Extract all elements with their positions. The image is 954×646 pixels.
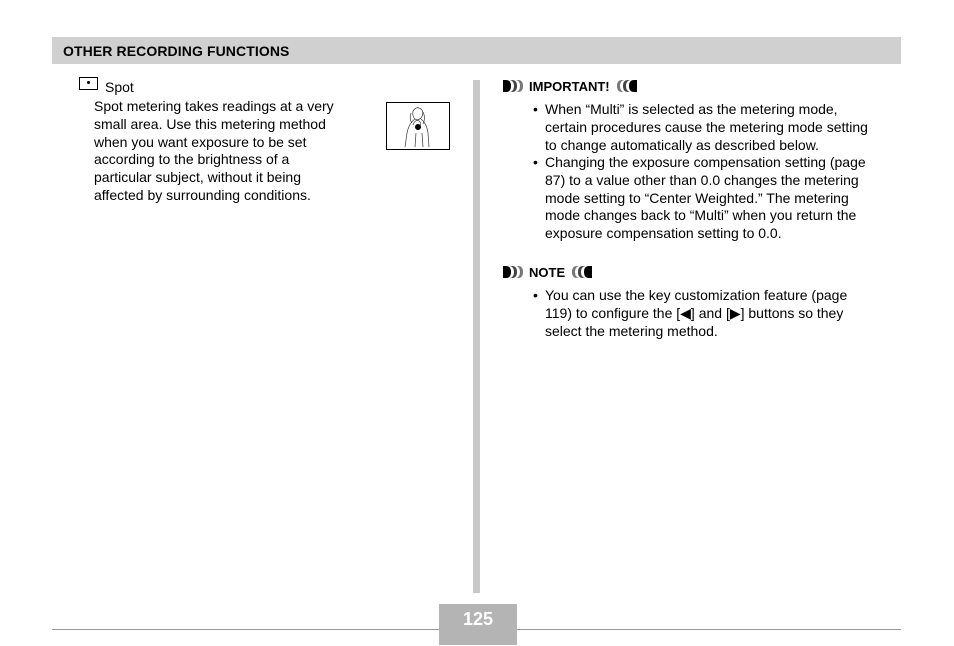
bullet-line: Changing the exposure compensation setting (page: [545, 154, 866, 170]
bullet-line: When “Multi” is selected as the metering mode,: [545, 101, 838, 117]
spot-description-line: affected by surrounding conditions.: [94, 186, 311, 203]
spot-description-line: small area. Use this metering method: [94, 115, 326, 132]
bullet-line: certain procedures cause the metering mode setting: [545, 118, 868, 135]
section-header-bar: [52, 37, 901, 64]
spot-description-line: when you want exposure to be set: [94, 133, 307, 150]
note-right-mark-icon: [570, 266, 592, 278]
page-number-box: [439, 604, 517, 645]
column-divider: [473, 80, 480, 593]
spot-description-line: according to the brightness of a: [94, 151, 290, 168]
bullet-line: 87) to a value other than 0.0 changes the metering: [545, 171, 859, 188]
spot-description-line: Spot metering takes readings at a very: [94, 98, 334, 114]
bullet-line: 119) to configure the [◀] and [▶] buttons so they: [545, 304, 844, 321]
note-left-mark-icon: [503, 266, 525, 278]
bullet-line: select the metering method.: [545, 322, 718, 339]
bullet-dot: •: [533, 101, 538, 117]
bullet-line: You can use the key customization feature (page: [545, 287, 848, 303]
note-label: NOTE: [529, 264, 566, 280]
section-title: OTHER RECORDING FUNCTIONS: [63, 43, 290, 59]
important-left-mark-icon: [503, 80, 525, 92]
bullet-line: mode changes back to “Multi” when you return the: [545, 207, 857, 224]
important-right-mark-icon: [615, 80, 637, 92]
spot-heading-label: Spot: [105, 79, 134, 95]
spot-description: [94, 98, 374, 205]
bullet-line: to change automatically as described below.: [545, 136, 819, 153]
important-label: IMPORTANT!: [529, 78, 610, 94]
note-heading: [503, 264, 592, 280]
spot-description-line: particular subject, without it being: [94, 169, 301, 186]
bullet-line: mode setting to “Center Weighted.” The metering: [545, 189, 849, 206]
page-number: 125: [462, 609, 494, 629]
bullet-line: exposure compensation setting to 0.0.: [545, 225, 782, 242]
bullet-dot: •: [533, 154, 538, 170]
spot-metering-illustration: [386, 102, 450, 150]
spot-metering-icon: [79, 77, 98, 90]
person-sketch-icon: [387, 103, 449, 149]
bullet-dot: •: [533, 287, 538, 303]
important-heading: [503, 78, 637, 94]
